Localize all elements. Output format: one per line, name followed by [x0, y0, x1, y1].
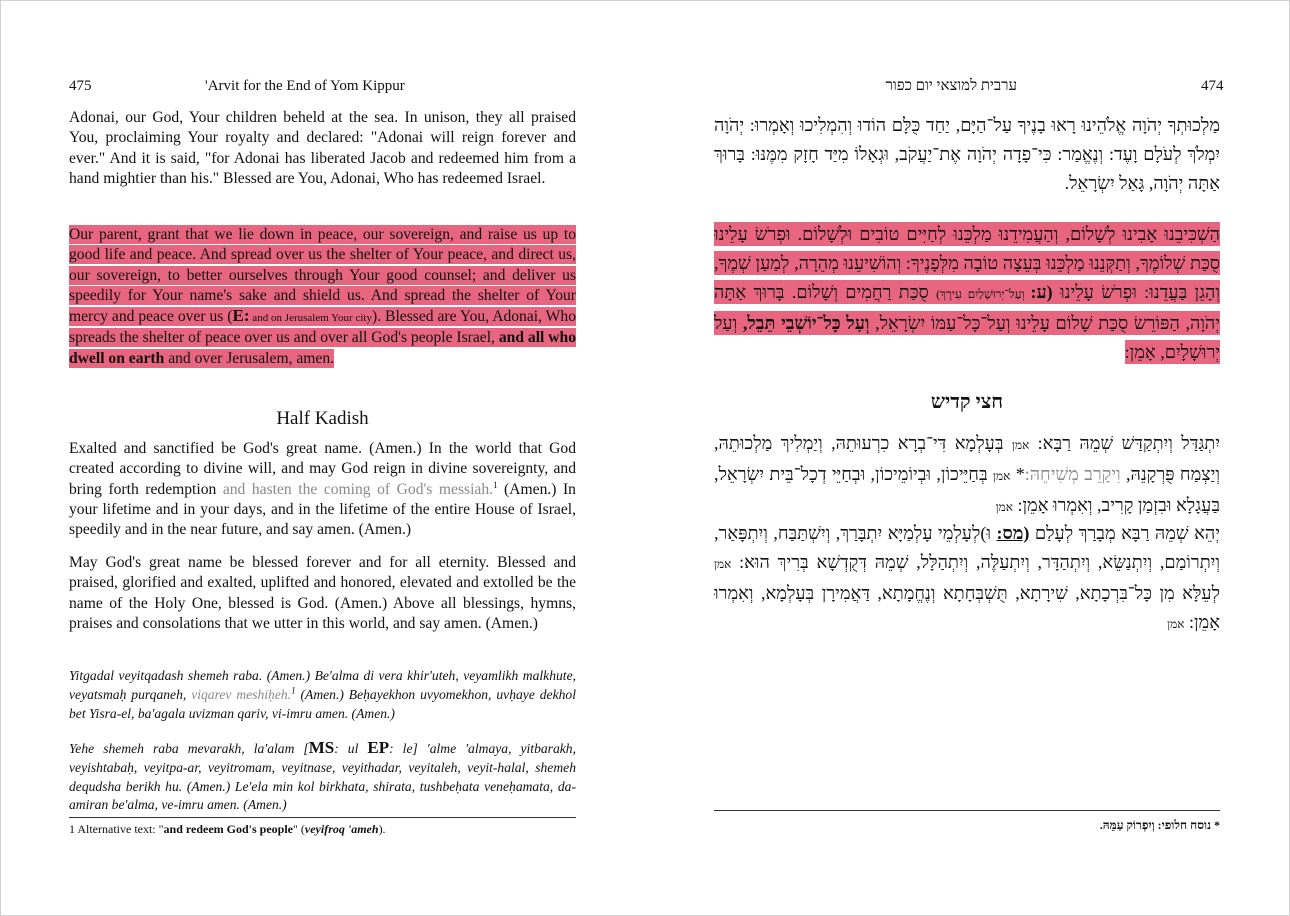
amen-response: אמן	[995, 500, 1013, 514]
running-head-left: 'Arvit for the End of Yom Kippur	[205, 78, 405, 94]
edition-variant-text: and on Jerusalem Your city	[249, 312, 372, 325]
hebrew-kadish-2: יְהֵא שְׁמֵהּ רַבָּא מְבָרַךְ לְעָלַם (מס: וּ)לְעָלְמֵי עָלְמַיָּא יִתְבָּרַךְ, וְיִשְׁתַּבַּח, וְיִתְפָּאַר, וְיִתְרוֹמַם, וְיִתְנַשֵּׂא, וְיִתְהַדָּר, וְיִתְעַלֶּה, וְיִתְהַלָּל, שְׁמֵהּ דְּקֻדְשָׁא בְּרִיךְ הוּא: אמן לְעֵלָּא מִן כָּל־בִּרְכָתָא, שִׁירָתָא, תֻּשְׁבְּחָתָא וְנֶחֱמָתָא, דַּאֲמִירָן בְּעָלְמָא, וְאִמְרוּ אָמֵן: אמן	[714, 523, 1220, 632]
footnote-right: * נוסח חלופי: וְיִפְרוֹק עַמֵּהּ.	[1099, 818, 1220, 832]
footnote-ref[interactable]: 1	[291, 685, 296, 696]
paragraph-redemption: Adonai, our God, Your children beheld at the sea. In unison, they all praised You, proclaiming Your royalty and declared: "Adonai will reign forever and ever." And it is said, "for Adonai has liberated Jacob and redeemed him from a hand mightier than his." Blessed are You, Adonai, Who has redeemed Israel.	[69, 109, 576, 187]
alternate-text-gray: and hasten the coming of God's messiah.	[222, 480, 494, 498]
paragraph-hashkiveinu	[69, 225, 576, 369]
page-number-left: 475	[69, 78, 92, 94]
alternate-text-gray-hebrew: וִיקָרֵב מְשִׁיחֵהּ:	[1024, 464, 1121, 484]
amen-response: אמן	[1011, 438, 1030, 452]
section-heading-half-kadish: Half Kadish	[276, 408, 369, 429]
bold-phrase: and all who dwell on earth	[69, 329, 576, 367]
footnote-left: 1 Alternative text: "and redeem God's people" (veyifroq 'ameh).	[69, 822, 386, 836]
section-heading-hatzi-kadish: חצי קדיש	[930, 391, 1004, 413]
highlighted-passage: Our parent, grant that we lie down in peace, our sovereign, and raise us up to good life and peace. And spread over us the shelter of Your peace, and direct us, our sovereign, to better ourselves through Your good counsel; and deliver us speedily for Your name's sake and shield us. And spread the shelter of Your mercy and peace over us (E: and on Jerusalem Your city). Blessed are You, Adonai, Who spreads the shelter of peace over us and over all God's people Israel, and all who dwell on earth and over Jerusalem, amen.	[69, 226, 576, 367]
highlighted-passage-hebrew: הַשְׁכִּיבֵנוּ אָבִינוּ לְשָׁלוֹם, וְהַעֲמִידֵנוּ מַלְכֵּנוּ לְחַיִּים טוֹבִים וּלְשָׁלוֹם. וּפְרֹשׂ עָלֵינוּ סֻכַּת שְׁלוֹמֶךָ, וְתַקְּנֵנוּ מַלְכֵּנוּ בְּעֵצָה טוֹבָה מִלְּפָנֶיךָ: וְהוֹשִׁיעֵנוּ מְהֵרָה, לְמַעַן שְׁמֶךָ, וְהָגֵן בַּעֲדֵנוּ: וּפְרֹשׂ עָלֵינוּ (ע: וְעַל־יְרוּשָׁלַיִם עִירֶךָ) סֻכַּת רַחֲמִים וְשָׁלוֹם. בָּרוּךְ אַתָּה יְהֹוָה, הַפּוֹרֵשׂ סֻכַּת שָׁלוֹם עָלֵינוּ וְעַל־כָּל־עַמּוֹ יִשְׂרָאֵל, וְעַל כָּל־יוֹשְׁבֵי תֵּבֵל, וְעַל יְרוּשָׁלָיִם, אָמֵן:	[714, 224, 1220, 362]
manuscript-tag-ms: MS	[308, 738, 335, 757]
transliteration-1: Yitgadal veyitqadash shemeh raba. (Amen.) Be'alma di vera khir'uteh, veyamlikh malkhute, veyatsmaḥ purqaneh, viqarev meshiḥeh.$^1$ (Amen.) Beḥayekhon uvyomekhon, uvḥaye dekhol bet Yisra-el, ba'agala uvizman qariv, vi-imru amen. (Amen.)	[69, 668, 576, 721]
manuscript-tag-ep: EP	[367, 738, 390, 757]
running-head-right: ערבית למוצאי יום כפור	[885, 78, 1017, 94]
paragraph-kadish-1: Exalted and sanctified be God's great name. (Amen.) In the world that God created according to divine will, and may God reign in divine sovereignty, and bring forth redemption and hasten the coming of God's messiah.$^1$ (Amen.) In your lifetime and in your days, and in the lifetime of the entire House of Israel, speedily and in the near future, and say amen. (Amen.)	[69, 440, 576, 539]
paragraph-kadish-2: May God's great name be blessed forever and for all eternity. Blessed and praised, glorified and exalted, uplifted and honored, elevated and extolled be the name of the Holy One, blessed is God. (Amen.) Above all blessings, hymns, praises and consolations that we utter in this world, and say amen. (Amen.)	[69, 554, 576, 632]
edition-tag-e: E:	[232, 306, 250, 326]
alternate-text-gray: viqarev meshiḥeh.	[191, 686, 292, 702]
amen-response: אמן	[992, 469, 1011, 483]
transliteration-2: Yehe shemeh raba mevarakh, la'alam [MS: ul EP: le] 'alme 'almaya, yitbarakh, veyishtabaḥ, veyitpa-ar, veyitromam, veyitnase, veyithadar, veyitaleh, veyit-halal, shemeh dequdsha berikh hu. (Amen.) Le'ela min kol birkhata, shirata, tushbeḥata veneḥamata, da-amiran be'alma, ve-imru amen. (Amen.)	[69, 738, 576, 813]
footnote-divider-hebrew	[714, 810, 1220, 811]
footnote-divider	[69, 817, 576, 818]
bold-phrase-hebrew: וְעַל כָּל־יוֹשְׁבֵי תֵּבֵל,	[742, 313, 870, 333]
edition-tag-ayin: (ע:	[1030, 282, 1053, 302]
hebrew-paragraph-redemption: מַלְכוּתְךָ יְהֹוָה אֱלֹהֵינוּ רָאוּ בָנֶיךָ עַל־הַיָּם, יַחַד כֻּלָּם הוֹדוּ וְהִמְלִיכוּ וְאָמְרוּ: יְהֹוָה יִמְלֹךְ לְעֹלָם וָעֶד: וְנֶאֱמַר: כִּי־פָדָה יְהֹוָה אֶת־יַעֲקֹב, וּגְאָלוֹ מִיַּד חָזָק מִמֶּנּוּ: בָּרוּךְ אַתָּה יְהֹוָה, גָּאַל יִשְׂרָאֵל.	[714, 115, 1220, 193]
hebrew-paragraph-hashkiveinu	[714, 220, 1220, 367]
hebrew-kadish-1: יִתְגַּדַּל וְיִתְקַדַּשׁ שְׁמֵהּ רַבָּא: אמן בְּעָלְמָא דִּי־בְרָא כִרְעוּתֵהּ, וְיַמְלִיךְ מַלְכוּתֵהּ, וְיַצְמַח פֻּרְקָנֵהּ, וִיקָרֵב מְשִׁיחֵהּ:* אמן בְּחַיֵּיכוֹן, וּבְיוֹמֵיכוֹן, וּבְחַיֵּי דְכָל־בֵּית יִשְׂרָאֵל, בַּעֲגָלָא וּבִזְמַן קָרִיב, וְאִמְרוּ אָמֵן: אמן	[714, 433, 1221, 515]
manuscript-tag-hebrew: (מס:	[996, 523, 1030, 543]
amen-response: אמן	[714, 557, 732, 571]
edition-variant-text-hebrew: וְעַל־יְרוּשָׁלַיִם עִירֶךָ)	[936, 287, 1031, 301]
footnote-ref[interactable]: 1	[493, 479, 498, 490]
page-number-right: 474	[1201, 78, 1224, 94]
footnote-star[interactable]: *	[1015, 464, 1025, 484]
amen-response: אמן	[1167, 617, 1185, 631]
